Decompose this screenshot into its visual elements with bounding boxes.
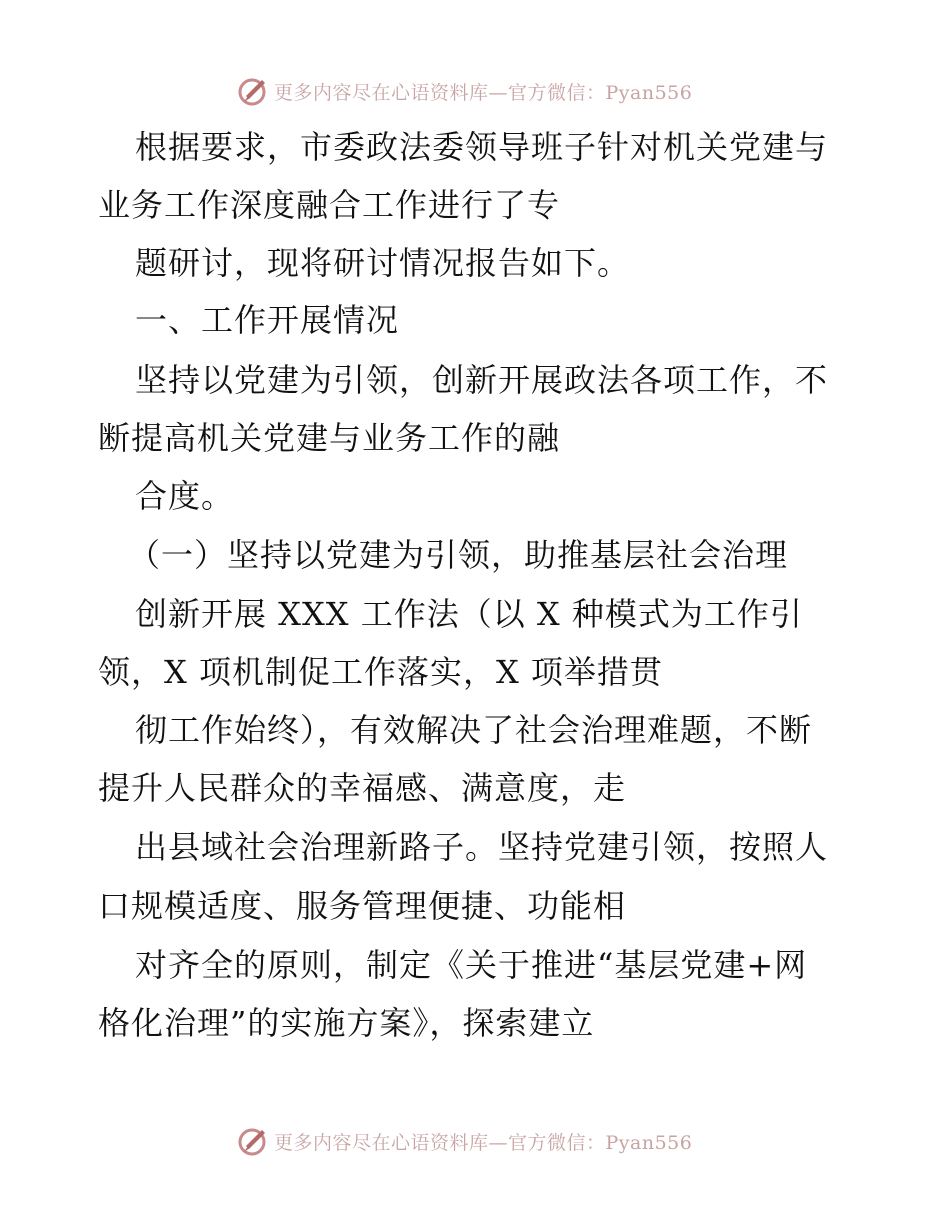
watermark-text: 更多内容尽在心语资料库—官方微信：Pyan556 — [274, 81, 693, 104]
header-watermark — [236, 74, 692, 108]
paragraph-line: 合度。 — [135, 477, 235, 515]
watermark-text: 更多内容尽在心语资料库—官方微信：Pyan556 — [274, 1131, 693, 1154]
quill-logo-icon — [236, 74, 270, 108]
paragraph-line: 出县域社会治理新路子。坚持党建引领，按照人 — [135, 828, 829, 866]
paragraph-line: 断提高机关党建与业务工作的融 — [98, 419, 561, 457]
paragraph-line: 创新开展 XXX 工作法（以 X 种模式为工作引 — [135, 595, 803, 633]
paragraph-line: 口规模适度、服务管理便捷、功能相 — [98, 887, 627, 925]
paragraph-line: 格化治理”的实施方案》，探索建立 — [98, 1004, 595, 1042]
quill-logo-icon — [236, 1124, 270, 1158]
footer-watermark — [236, 1124, 692, 1158]
paragraph-line: 对齐全的原则，制定《关于推进“基层党建+网 — [135, 946, 808, 984]
paragraph-line: 彻工作始终），有效解决了社会治理难题，不断 — [135, 711, 813, 749]
paragraph-line: 领，X 项机制促工作落实，X 项举措贯 — [98, 653, 663, 691]
paragraph-line: 业务工作深度融合工作进行了专 — [98, 186, 561, 224]
paragraph-line: 坚持以党建为引领，创新开展政法各项工作，不 — [135, 361, 829, 399]
subsection-heading: （一）坚持以党建为引领，助推基层社会治理 — [128, 536, 789, 574]
paragraph-line: 根据要求，市委政法委领导班子针对机关党建与 — [135, 128, 829, 166]
paragraph-line: 提升人民群众的幸福感、满意度，走 — [98, 769, 627, 807]
section-heading: 一、工作开展情况 — [135, 301, 400, 339]
paragraph-line: 题研讨，现将研讨情况报告如下。 — [135, 244, 631, 282]
